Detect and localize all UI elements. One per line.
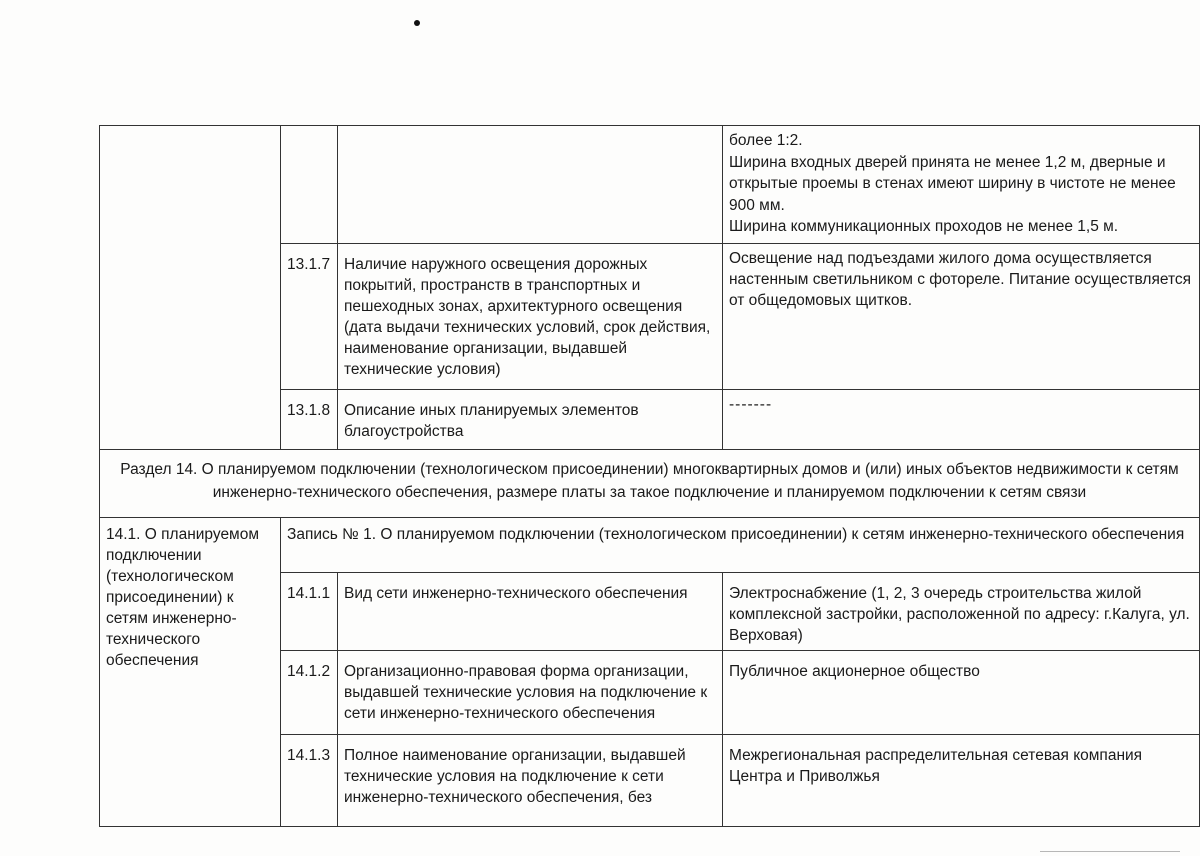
row-number: 14.1.3: [281, 735, 338, 827]
value-line: более 1:2.: [729, 132, 803, 149]
row-value: Публичное акционерное общество: [723, 651, 1200, 735]
row-number: 14.1.1: [281, 573, 338, 651]
scan-artifact-line: [1040, 851, 1180, 852]
value-line: Ширина коммуникационных проходов не менее 1,5 м.: [729, 218, 1119, 235]
row-value: Электроснабжение (1, 2, 3 очередь строительства жилой комплексной застройки, расположенной по адресу: г.Калуга, ул. Верховая): [723, 573, 1200, 651]
row-number: 13.1.8: [281, 390, 338, 450]
scan-speck: [414, 20, 420, 26]
row-description: Наличие наружного освещения дорожных покрытий, пространств в транспортных и пешеходных зонах, архитектурного освещения (дата выдачи технических условий, срок действия, наименование организации, выдавшей технические условия): [338, 244, 723, 390]
subsection-14-1-label: 14.1. О планируемом подключении (технологическом присоединении) к сетям инженерно-технического обеспечения: [100, 518, 281, 827]
row-value: [723, 390, 1200, 450]
row-description: Вид сети инженерно-технического обеспечения: [338, 573, 723, 651]
row-number: 13.1.7: [281, 244, 338, 390]
row-description: Полное наименование организации, выдавшей технические условия на подключение к сети инженерно-технического обеспечения, без: [338, 735, 723, 827]
row-description: Описание иных планируемых элементов благоустройства: [338, 390, 723, 450]
value-cell: [723, 126, 1200, 244]
row-description: Организационно-правовая форма организации, выдавшей технические условия на подключение к сети инженерно-технического обеспечения: [338, 651, 723, 735]
desc-empty-cell: [338, 126, 723, 244]
row-number: 14.1.2: [281, 651, 338, 735]
row-value: Межрегиональная распределительная сетевая компания Центра и Приволжья: [723, 735, 1200, 827]
value-line: Ширина входных дверей принята не менее 1,2 м, дверные и открытые проемы в стенах имеют ширину в чистоте не менее 900 мм.: [729, 153, 1176, 214]
num-empty-cell: [281, 126, 338, 244]
table-row: [100, 518, 1200, 573]
record-title: Запись № 1. О планируемом подключении (технологическом присоединении) к сетям инженерно-технического обеспечения: [281, 518, 1200, 573]
table-row: [100, 450, 1200, 518]
table-row: [100, 126, 1200, 244]
row-value: Освещение над подъездами жилого дома осуществляется настенным светильником с фотореле. Питание осуществляется от общедомовых щитков.: [723, 244, 1200, 390]
empty-dash: -------: [729, 396, 773, 413]
left-empty-cell: [100, 126, 281, 450]
section-14-heading: Раздел 14. О планируемом подключении (технологическом присоединении) многоквартирных домов и (или) иных объектов недвижимости к сетям инженерно-технического обеспечения, размере платы за такое подключение и планируемом подключении к сетям связи: [100, 450, 1200, 518]
specification-table: [99, 125, 1200, 827]
